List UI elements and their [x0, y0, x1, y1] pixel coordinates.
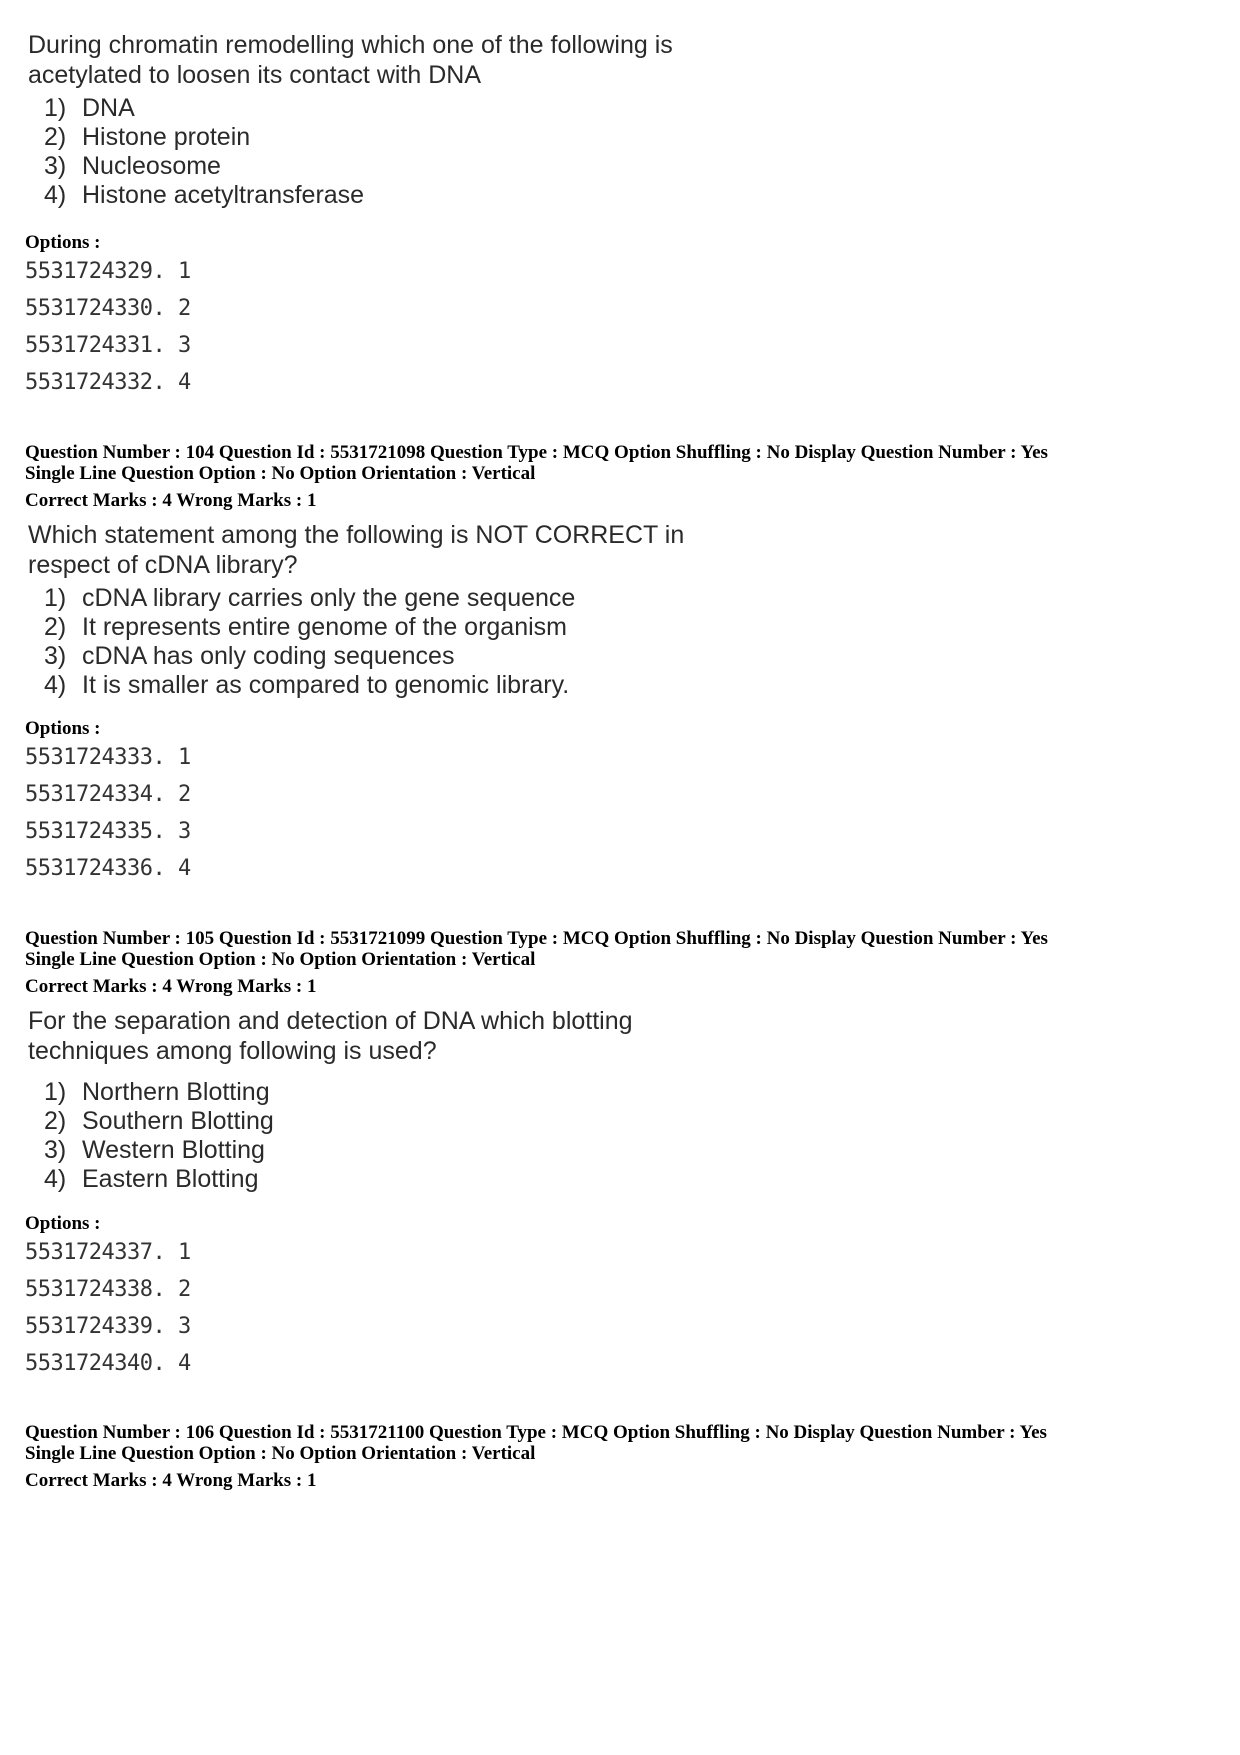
- question-text-line: Which statement among the following is NOT CORRECT in: [28, 521, 685, 549]
- question-image-103: [28, 30, 673, 210]
- question-meta-line: Single Line Question Option : No Option Orientation : Vertical: [25, 949, 536, 970]
- question-meta-line: Question Number : 104 Question Id : 5531721098 Question Type : MCQ Option Shuffling : No Display Question Number : Yes: [25, 442, 1048, 463]
- option-id: 5531724338. 2: [25, 1277, 191, 1302]
- option-id: 5531724329. 1: [25, 259, 191, 284]
- marks-line: Correct Marks : 4 Wrong Marks : 1: [25, 1470, 317, 1491]
- option-id: 5531724332. 4: [25, 370, 191, 395]
- choice-item: 2) Southern Blotting: [44, 1107, 274, 1135]
- option-id: 5531724337. 1: [25, 1240, 191, 1265]
- option-id: 5531724340. 4: [25, 1351, 191, 1376]
- question-image-105: [28, 1006, 633, 1194]
- option-id: 5531724331. 3: [25, 333, 191, 358]
- marks-line: Correct Marks : 4 Wrong Marks : 1: [25, 976, 317, 997]
- question-text-line: techniques among following is used?: [28, 1037, 437, 1065]
- choice-item: 4) Eastern Blotting: [44, 1165, 259, 1193]
- marks-line: Correct Marks : 4 Wrong Marks : 1: [25, 490, 317, 511]
- option-id: 5531724339. 3: [25, 1314, 191, 1339]
- option-id: 5531724336. 4: [25, 856, 191, 881]
- question-meta-line: Question Number : 105 Question Id : 5531721099 Question Type : MCQ Option Shuffling : No Display Question Number : Yes: [25, 928, 1048, 949]
- choice-item: 1) DNA: [44, 94, 135, 122]
- choice-item: 4) It is smaller as compared to genomic library.: [44, 671, 570, 699]
- question-text-line: respect of cDNA library?: [28, 551, 298, 579]
- question-meta-line: Question Number : 106 Question Id : 5531721100 Question Type : MCQ Option Shuffling : No Display Question Number : Yes: [25, 1422, 1047, 1443]
- question-image-104: [28, 520, 684, 700]
- question-meta-line: Single Line Question Option : No Option Orientation : Vertical: [25, 1443, 536, 1464]
- option-id-list: [25, 1238, 191, 1386]
- choice-item: 3) Western Blotting: [44, 1136, 265, 1164]
- question-choices: [44, 1078, 633, 1194]
- choice-item: 1) cDNA library carries only the gene sequence: [44, 584, 576, 612]
- question-choices: [44, 94, 673, 210]
- question-text-line: acetylated to loosen its contact with DNA: [28, 61, 482, 89]
- choice-item: 2) It represents entire genome of the organism: [44, 613, 567, 641]
- choice-item: 3) cDNA has only coding sequences: [44, 642, 455, 670]
- question-meta-line: Single Line Question Option : No Option Orientation : Vertical: [25, 463, 536, 484]
- question-text-line: For the separation and detection of DNA which blotting: [28, 1007, 633, 1035]
- question-text-line: During chromatin remodelling which one of the following is: [28, 31, 673, 59]
- option-id: 5531724330. 2: [25, 296, 191, 321]
- choice-item: 4) Histone acetyltransferase: [44, 181, 365, 209]
- option-id: 5531724335. 3: [25, 819, 191, 844]
- choice-item: 1) Northern Blotting: [44, 1078, 270, 1106]
- options-label: Options :: [25, 718, 101, 739]
- question-header-104: [25, 442, 1048, 511]
- question-header-106: [25, 1422, 1047, 1491]
- choice-item: 2) Histone protein: [44, 123, 251, 151]
- choice-item: 3) Nucleosome: [44, 152, 221, 180]
- option-id: 5531724333. 1: [25, 745, 191, 770]
- option-id-list: [25, 743, 191, 891]
- question-header-105: [25, 928, 1048, 997]
- option-id-list: [25, 257, 191, 405]
- option-id: 5531724334. 2: [25, 782, 191, 807]
- question-choices: [44, 584, 684, 700]
- options-label: Options :: [25, 232, 101, 253]
- options-label: Options :: [25, 1213, 101, 1234]
